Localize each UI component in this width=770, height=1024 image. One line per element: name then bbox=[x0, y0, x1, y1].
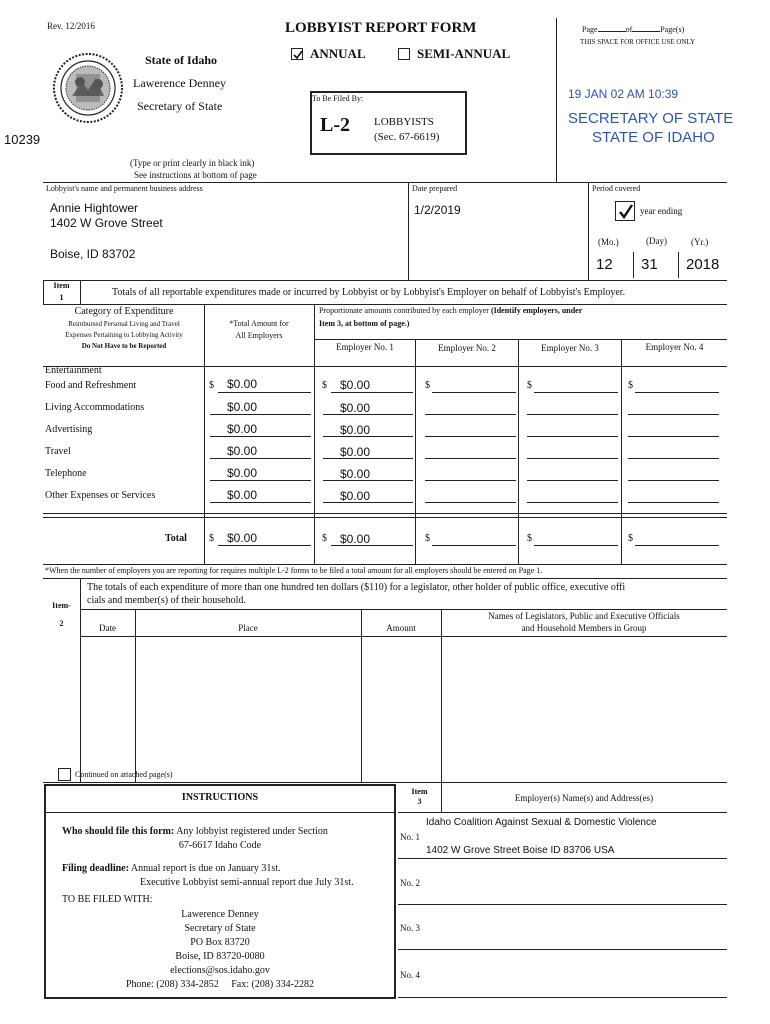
emp3-dollar-sign: $ bbox=[527, 380, 532, 391]
form-title: LOBBYIST REPORT FORM bbox=[285, 20, 477, 36]
living-total[interactable]: $0.00 bbox=[227, 400, 258, 414]
category-other: Other Expenses or Services bbox=[45, 490, 156, 501]
continued-label: Continued on attached page(s) bbox=[75, 770, 173, 779]
category-advertising: Advertising bbox=[45, 424, 93, 435]
year-ending-label: year ending bbox=[640, 206, 683, 216]
employer-1-name[interactable]: Idaho Coalition Against Sexual & Domestic Violence bbox=[426, 817, 657, 828]
addr-line-3: PO Box 83720 bbox=[190, 937, 250, 948]
travel-emp1[interactable]: $0.00 bbox=[340, 445, 371, 459]
type-note-1: (Type or print clearly in black ink) bbox=[130, 158, 255, 168]
advertising-emp1[interactable]: $0.00 bbox=[340, 423, 371, 437]
semi-annual-label: SEMI-ANNUAL bbox=[417, 46, 511, 61]
idaho-state-seal bbox=[52, 52, 124, 124]
item2-text-1: The totals of each expenditure of more than one hundred ten dollars ($110) for a legislator, other holder of public office, executive offi bbox=[87, 582, 626, 593]
lobbyist-address-label: Lobbyist's name and permanent business address bbox=[46, 184, 203, 193]
month-label: (Mo.) bbox=[598, 237, 619, 247]
year-ending-checkbox[interactable] bbox=[615, 201, 635, 221]
category-travel: Travel bbox=[45, 446, 71, 457]
revision-date: Rev. 12/2016 bbox=[47, 21, 95, 31]
travel-total[interactable]: $0.00 bbox=[227, 444, 258, 458]
form-code: L-2 bbox=[320, 114, 350, 136]
item2-number: 2 bbox=[59, 619, 64, 628]
grand-total-emp3-dollar: $ bbox=[527, 533, 532, 544]
total-label: Total bbox=[165, 533, 187, 544]
grand-total-dollar: $ bbox=[209, 533, 214, 544]
lobbyist-street[interactable]: 1402 W Grove Street bbox=[50, 216, 163, 230]
addr-line-4: Boise, ID 83720-0080 bbox=[175, 951, 265, 962]
semi-annual-checkbox[interactable] bbox=[398, 48, 410, 60]
continued-checkbox[interactable] bbox=[58, 768, 71, 781]
col-names-1: Names of Legislators, Public and Executive Officials bbox=[488, 611, 680, 621]
grand-total-emp2-dollar: $ bbox=[425, 533, 430, 544]
proportion-note-2: Item 3, at bottom of page.) bbox=[319, 319, 410, 328]
col-place: Place bbox=[238, 623, 258, 633]
employer-no-1-label: No. 1 bbox=[400, 832, 420, 842]
period-day[interactable]: 31 bbox=[641, 256, 658, 273]
item1-heading: Totals of all reportable expenditures made or incurred by Lobbyist or by Lobbyist's Employer on behalf of Lobbyist's Employer. bbox=[112, 287, 626, 298]
date-prepared[interactable]: 1/2/2019 bbox=[414, 203, 461, 217]
emp4-dollar-sign: $ bbox=[628, 380, 633, 391]
telephone-total[interactable]: $0.00 bbox=[227, 466, 258, 480]
category-entertainment: Entertainment bbox=[45, 365, 102, 376]
col-amount: Amount bbox=[386, 623, 416, 633]
emp2-dollar-sign: $ bbox=[425, 380, 430, 391]
filing-number: 10239 bbox=[4, 132, 41, 147]
employer-no-4-label: No. 4 bbox=[400, 970, 420, 980]
item3-label: Item bbox=[411, 787, 428, 796]
other-total[interactable]: $0.00 bbox=[227, 488, 258, 502]
emp1-dollar-sign: $ bbox=[322, 380, 327, 391]
instructions-title: INSTRUCTIONS bbox=[181, 792, 259, 803]
item3-heading: Employer(s) Name(s) and Address(es) bbox=[514, 793, 654, 803]
total-column-header-2: All Employers bbox=[235, 331, 283, 340]
received-stamp-date: 19 JAN 02 AM 10:39 bbox=[568, 87, 679, 101]
who-should-file: Who should file this form: Any lobbyist registered under Section bbox=[62, 826, 328, 837]
advertising-total[interactable]: $0.00 bbox=[227, 422, 258, 436]
annual-checkbox[interactable] bbox=[291, 48, 303, 60]
col-names-2: and Household Members in Group bbox=[521, 623, 647, 633]
year-label: (Yr.) bbox=[691, 237, 709, 247]
living-emp1[interactable]: $0.00 bbox=[340, 401, 371, 415]
received-stamp-line1: SECRETARY OF STATE bbox=[568, 110, 734, 127]
period-covered-label: Period covered bbox=[592, 184, 641, 193]
contact-phone: Phone: (208) 334-2852 Fax: (208) 334-2282 bbox=[125, 979, 315, 990]
filed-by-label: To Be Filed By: bbox=[312, 94, 364, 103]
period-month[interactable]: 12 bbox=[596, 256, 613, 273]
item3-number: 3 bbox=[417, 797, 422, 806]
received-stamp-line2: STATE OF IDAHO bbox=[592, 129, 715, 146]
proportion-note: Proportionate amounts contributed by each employer (Identify employers, under bbox=[319, 306, 583, 315]
period-year[interactable]: 2018 bbox=[686, 256, 720, 273]
col-date: Date bbox=[99, 623, 116, 633]
filing-deadline-2: Executive Lobbyist semi-annual report due July 31st. bbox=[140, 877, 354, 888]
day-label: (Day) bbox=[646, 236, 667, 246]
form-section: (Sec. 67-6619) bbox=[374, 131, 440, 143]
grand-total-emp4-dollar: $ bbox=[628, 533, 633, 544]
addr-line-2: Secretary of State bbox=[184, 923, 256, 934]
contact-email[interactable]: elections@sos.idaho.gov bbox=[170, 965, 270, 976]
lobbyist-name[interactable]: Annie Hightower bbox=[50, 201, 139, 215]
category-food: Food and Refreshment bbox=[45, 380, 137, 391]
item1-number: 1 bbox=[59, 293, 64, 302]
employer-col-4: Employer No. 4 bbox=[645, 342, 704, 352]
category-telephone: Telephone bbox=[45, 468, 87, 479]
employer-no-2-label: No. 2 bbox=[400, 878, 420, 888]
page-of-pages: Page of Page(s) bbox=[582, 25, 685, 34]
employer-col-2: Employer No. 2 bbox=[438, 343, 496, 353]
filing-deadline: Filing deadline: Annual report is due on January 31st. bbox=[62, 863, 281, 874]
item1-footnote: *When the number of employers you are reporting for requires multiple L-2 forms to be filed a total amount for all employers should be entered on Page 1. bbox=[45, 566, 543, 575]
item2-label: Item- bbox=[52, 601, 71, 610]
annual-label: ANNUAL bbox=[310, 46, 366, 61]
category-header: Category of Expenditure bbox=[74, 306, 174, 317]
lobbyist-city[interactable]: Boise, ID 83702 bbox=[50, 247, 136, 261]
category-note-3: Do Not Have to be Reported bbox=[81, 342, 167, 350]
employer-no-3-label: No. 3 bbox=[400, 923, 420, 933]
office-use-label: THIS SPACE FOR OFFICE USE ONLY bbox=[580, 38, 696, 46]
form-who: LOBBYISTS bbox=[374, 116, 434, 128]
official-title: Secretary of State bbox=[137, 99, 223, 113]
type-note-2: See instructions at bottom of page bbox=[134, 170, 257, 180]
grand-total-emp1-dollar: $ bbox=[322, 533, 327, 544]
employer-col-3: Employer No. 3 bbox=[541, 343, 599, 353]
employer-1-address[interactable]: 1402 W Grove Street Boise ID 83706 USA bbox=[426, 845, 615, 856]
category-note-1: Reimbursed Personal Living and Travel bbox=[68, 320, 180, 328]
category-living: Living Accommodations bbox=[45, 402, 145, 413]
category-note-2: Expenses Pertaining to Lobbying Activity bbox=[65, 331, 183, 339]
item2-text-2: cials and member(s) of their household. bbox=[87, 595, 246, 606]
grand-total-all[interactable]: $0.00 bbox=[227, 531, 258, 545]
official-name: Lawerence Denney bbox=[133, 76, 226, 90]
employer-col-1: Employer No. 1 bbox=[336, 342, 394, 352]
item1-label: Item bbox=[53, 281, 70, 290]
other-emp1[interactable]: $0.00 bbox=[340, 489, 371, 503]
filed-with-label: TO BE FILED WITH: bbox=[62, 894, 153, 905]
total-dollar-sign: $ bbox=[209, 380, 214, 391]
total-column-header-1: *Total Amount for bbox=[229, 319, 289, 328]
date-prepared-label: Date prepared bbox=[412, 184, 458, 193]
food-total[interactable]: $0.00 bbox=[227, 377, 258, 391]
grand-total-emp1[interactable]: $0.00 bbox=[340, 532, 371, 546]
who-should-file-2: 67-6617 Idaho Code bbox=[178, 840, 262, 851]
food-emp1[interactable]: $0.00 bbox=[340, 378, 371, 392]
addr-line-1: Lawerence Denney bbox=[181, 909, 259, 920]
state-name: State of Idaho bbox=[145, 53, 218, 67]
telephone-emp1[interactable]: $0.00 bbox=[340, 467, 371, 481]
